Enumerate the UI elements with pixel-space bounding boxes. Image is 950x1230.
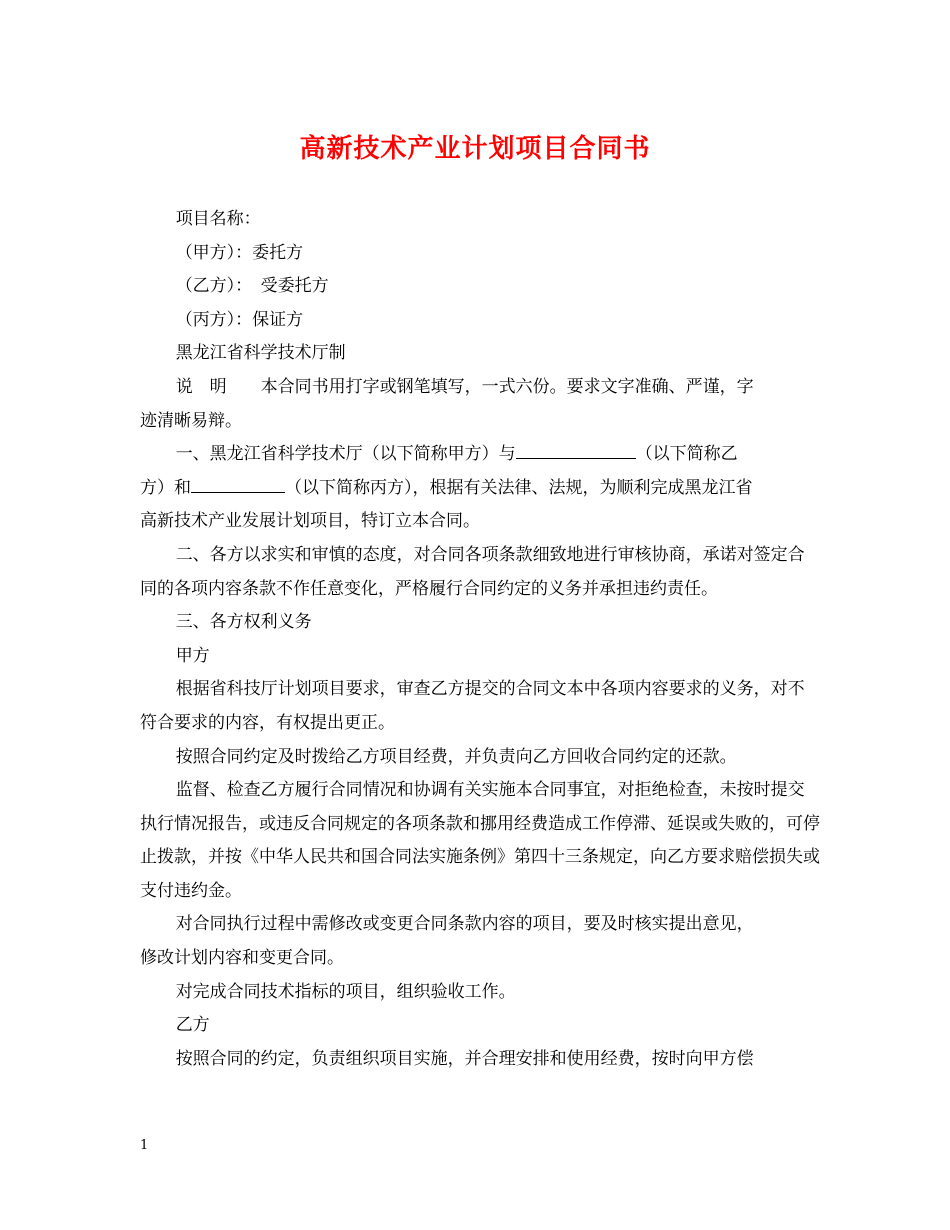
- clause-1-part-c: 方）和: [140, 477, 191, 498]
- party-a-duty-4-cont: 修改计划内容和变更合同。: [140, 948, 344, 969]
- note-text: 本合同书用打字或钢笔填写，一式六份。要求文字准确、严谨，字: [226, 376, 754, 397]
- note-paragraph: [140, 371, 820, 405]
- clause-3: 三、各方权利义务: [175, 612, 312, 633]
- blank-field-party-b: [516, 440, 636, 459]
- note-label: 说 明: [175, 376, 227, 397]
- note-paragraph-cont: 迹清晰易辩。: [140, 410, 242, 431]
- document-title: 高新技术产业计划项目合同书: [299, 134, 651, 164]
- page-number: 1: [140, 1138, 149, 1153]
- clause-1-end: 高新技术产业发展计划项目，特订立本合同。: [140, 511, 480, 532]
- blank-field-party-c: [191, 474, 285, 493]
- party-a-duty-4: 对合同执行过程中需修改或变更合同条款内容的项目，要及时核实提出意见，: [175, 914, 754, 935]
- party-b-line: （乙方）： 受委托方: [175, 276, 329, 297]
- document-body: [140, 203, 820, 1076]
- clause-2: 二、各方以求实和审慎的态度，对合同各项条款细致地进行审核协商，承诺对签定合同的各项内容条款不作任意变化，严格履行合同约定的义务并承担违约责任。: [140, 544, 805, 599]
- project-name-line: 项目名称：: [175, 209, 261, 229]
- party-a-duty-3: 监督、检查乙方履行合同情况和协调有关实施本合同事宜，对拒绝检查，未按时提交执行情况报告，或违反合同规定的各项条款和挪用经费造成工作停滞、延误或失败的，可停止拨款，并按《中华人民共和国合同法实施条例》第四十三条规定，向乙方要求赔偿损失或支付违约金。: [140, 780, 820, 901]
- clause-1-part-d: （以下简称丙方），根据有关法律、法规，为顺利完成黑龙江省: [285, 477, 753, 498]
- clause-1-cont: [140, 472, 820, 506]
- party-c-line: （丙方）：保证方: [175, 309, 304, 330]
- party-a-duty-1: 根据省科技厅计划项目要求，审查乙方提交的合同文本中各项内容要求的义务，对不符合要求的内容，有权提出更正。: [140, 679, 805, 733]
- clause-1-part-b: （以下简称乙: [635, 444, 738, 465]
- party-a-heading: 甲方: [175, 645, 210, 666]
- party-b-heading: 乙方: [175, 1015, 210, 1036]
- party-b-duty-1: 按照合同的约定，负责组织项目实施，并合理安排和使用经费，按时向甲方偿: [175, 1048, 754, 1069]
- clause-1-part-a: 一、黑龙江省科学技术厅（以下简称甲方）与: [175, 444, 516, 465]
- party-a-line: （甲方）：委托方: [175, 242, 304, 263]
- clause-1: [140, 438, 820, 472]
- issuer-line: 黑龙江省科学技术厅制: [175, 343, 346, 364]
- party-a-duty-5: 对完成合同技术指标的项目，组织验收工作。: [175, 981, 516, 1002]
- party-a-duty-2: 按照合同约定及时拨给乙方项目经费，并负责向乙方回收合同约定的还款。: [175, 746, 737, 767]
